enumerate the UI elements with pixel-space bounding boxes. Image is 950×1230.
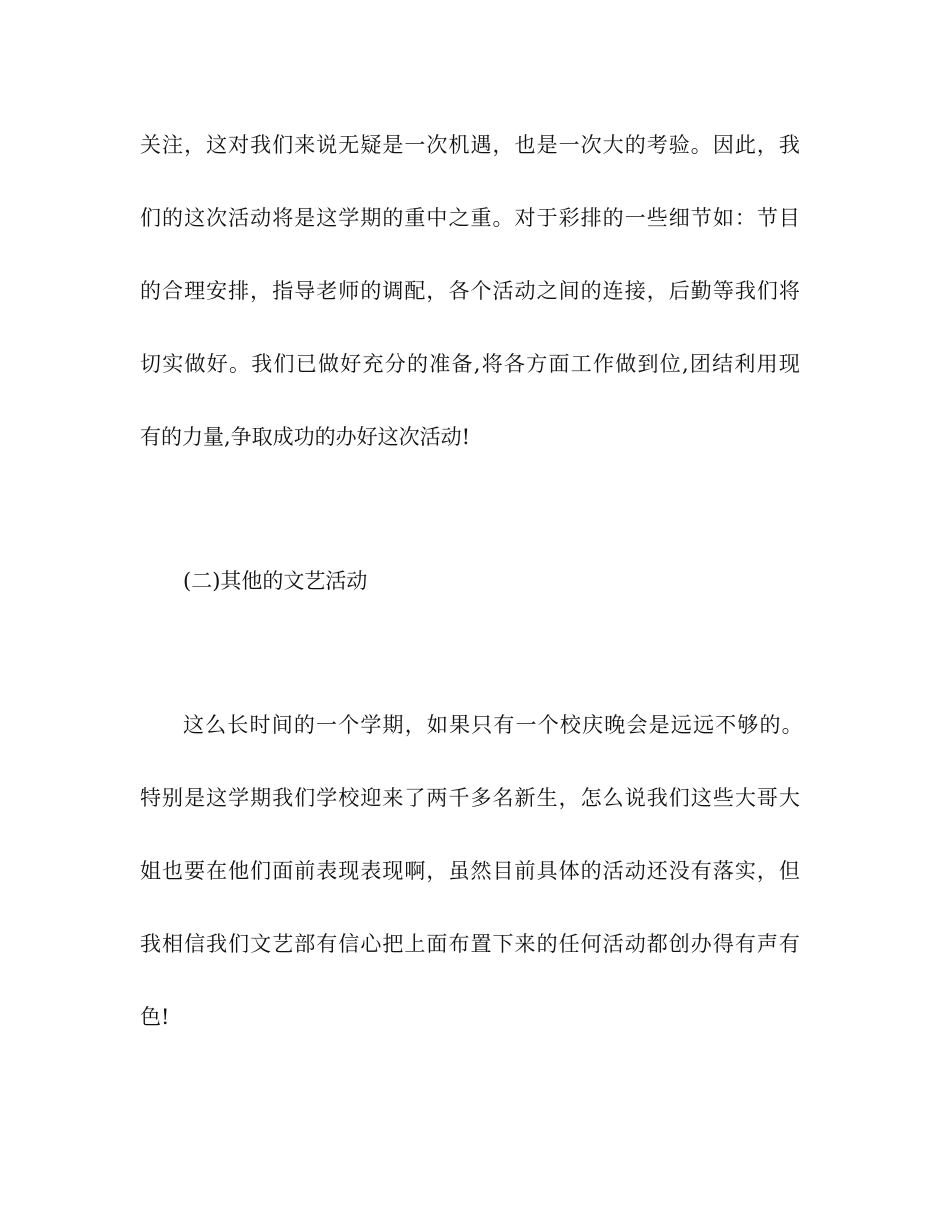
- glyph: 面: [272, 859, 294, 883]
- glyph: 我: [646, 786, 668, 810]
- glyph: 只: [471, 713, 493, 737]
- glyph: ，: [404, 713, 426, 737]
- glyph: 接: [624, 279, 646, 303]
- glyph: 庆: [582, 713, 604, 737]
- glyph: 都: [646, 932, 668, 956]
- paragraph-1-line-1: [140, 133, 800, 157]
- glyph: 的: [580, 859, 602, 883]
- glyph: 晚: [604, 713, 626, 737]
- glyph: 实: [162, 352, 184, 376]
- glyph: 前: [294, 859, 316, 883]
- glyph: 考: [646, 133, 668, 157]
- glyph: 对: [228, 133, 250, 157]
- glyph: 各: [448, 279, 470, 303]
- glyph: 做: [184, 352, 206, 376]
- glyph: 疑: [360, 133, 382, 157]
- glyph: 现: [382, 859, 404, 883]
- glyph: 个: [338, 713, 360, 737]
- glyph: 一: [404, 133, 426, 157]
- glyph: 已: [295, 352, 317, 376]
- glyph: 表: [316, 859, 338, 883]
- glyph: 学: [338, 206, 360, 230]
- glyph: 好: [206, 352, 228, 376]
- glyph: 团: [689, 352, 711, 376]
- glyph: 学: [360, 713, 382, 737]
- glyph: 各: [503, 352, 525, 376]
- glyph: 我: [272, 786, 294, 810]
- glyph: 哥: [756, 786, 778, 810]
- glyph: 准: [429, 352, 451, 376]
- glyph: 的: [407, 352, 428, 376]
- paragraph-1-line-2: [140, 206, 800, 230]
- glyph: 我: [734, 279, 756, 303]
- glyph: 好: [340, 352, 362, 376]
- glyph: 体: [558, 859, 580, 883]
- glyph: ，: [492, 133, 514, 157]
- glyph: ，: [756, 133, 778, 157]
- glyph: 指: [272, 279, 294, 303]
- glyph: 于: [536, 206, 558, 230]
- glyph: 间: [271, 713, 293, 737]
- glyph: 一: [316, 713, 338, 737]
- glyph: 目: [492, 859, 514, 883]
- glyph: 我: [778, 133, 800, 157]
- glyph: 声: [756, 932, 778, 956]
- glyph: 一: [624, 206, 646, 230]
- glyph: 新: [514, 786, 536, 810]
- glyph: 的: [602, 206, 624, 230]
- paragraph-2-line-3: [140, 859, 800, 883]
- glyph: 来: [514, 932, 536, 956]
- paragraph-2-line-5: 色!: [140, 1005, 170, 1029]
- glyph: 排: [228, 279, 250, 303]
- glyph: 么: [602, 786, 624, 810]
- glyph: 怎: [580, 786, 602, 810]
- paragraph-1-line-4: [140, 352, 800, 376]
- glyph: 动: [624, 859, 646, 883]
- glyph: 。: [492, 206, 514, 230]
- glyph: 够: [737, 713, 759, 737]
- glyph: 重: [470, 206, 492, 230]
- paragraph-1-line-3: [140, 279, 800, 303]
- glyph: 重: [404, 206, 426, 230]
- glyph: 些: [646, 206, 668, 230]
- glyph: 切: [140, 352, 161, 376]
- glyph: 的: [536, 932, 558, 956]
- glyph: 说: [624, 786, 646, 810]
- paragraph-1-line-5: 有的力量,争取成功的办好这次活动!: [140, 425, 471, 449]
- glyph: 老: [316, 279, 338, 303]
- glyph: ，: [426, 859, 448, 883]
- glyph: 的: [624, 133, 646, 157]
- glyph: 来: [294, 133, 316, 157]
- glyph: 遇: [470, 133, 492, 157]
- glyph: 注: [162, 133, 184, 157]
- glyph: 有: [778, 932, 800, 956]
- glyph: 部: [294, 932, 316, 956]
- glyph: 机: [448, 133, 470, 157]
- glyph: 动: [514, 279, 536, 303]
- glyph: 有: [690, 859, 712, 883]
- glyph: 活: [602, 859, 624, 883]
- glyph: 的: [580, 279, 602, 303]
- glyph: 面: [548, 352, 570, 376]
- glyph: 会: [626, 713, 648, 737]
- glyph: 么: [205, 713, 227, 737]
- glyph: 实: [734, 859, 756, 883]
- glyph: 目: [778, 206, 800, 230]
- glyph: 学: [228, 786, 250, 810]
- glyph: 没: [668, 859, 690, 883]
- glyph: 个: [470, 279, 492, 303]
- glyph: ,: [681, 352, 689, 376]
- glyph: 两: [426, 786, 448, 810]
- glyph: 创: [668, 932, 690, 956]
- glyph: 下: [492, 932, 514, 956]
- glyph: 虽: [448, 859, 470, 883]
- glyph: 。: [690, 133, 712, 157]
- paragraph-2-line-1: [183, 713, 803, 737]
- glyph: 生: [536, 786, 558, 810]
- glyph: 落: [712, 859, 734, 883]
- glyph: 我: [251, 352, 273, 376]
- glyph: 活: [492, 279, 514, 303]
- glyph: 间: [558, 279, 580, 303]
- glyph: 动: [250, 206, 272, 230]
- glyph: 我: [206, 932, 228, 956]
- glyph: 多: [470, 786, 492, 810]
- glyph: 这: [690, 786, 712, 810]
- glyph: 啊: [404, 859, 426, 883]
- glyph: 们: [756, 279, 778, 303]
- glyph: 一: [558, 133, 580, 157]
- glyph: 这: [316, 206, 338, 230]
- glyph: 之: [448, 206, 470, 230]
- glyph: 等: [712, 279, 734, 303]
- glyph: ：: [734, 206, 756, 230]
- glyph: ，: [426, 279, 448, 303]
- glyph: 的: [382, 206, 404, 230]
- glyph: 调: [382, 279, 404, 303]
- glyph: ，: [646, 279, 668, 303]
- glyph: 也: [162, 859, 184, 883]
- glyph: 如: [426, 713, 448, 737]
- glyph: 们: [272, 133, 294, 157]
- glyph: 时: [249, 713, 271, 737]
- glyph: 作: [592, 352, 614, 376]
- glyph: ，: [558, 786, 580, 810]
- glyph: 们: [273, 352, 295, 376]
- glyph: 活: [602, 932, 624, 956]
- glyph: 理: [184, 279, 206, 303]
- glyph: 节: [756, 206, 778, 230]
- glyph: 排: [580, 206, 602, 230]
- glyph: 之: [536, 279, 558, 303]
- glyph: 后: [668, 279, 690, 303]
- glyph: 。: [229, 352, 250, 376]
- glyph: 也: [514, 133, 536, 157]
- glyph: ，: [184, 133, 206, 157]
- glyph: 面: [426, 932, 448, 956]
- glyph: 次: [426, 133, 448, 157]
- glyph: 们: [668, 786, 690, 810]
- glyph: 是: [184, 786, 206, 810]
- glyph: 此: [734, 133, 756, 157]
- glyph: 他: [228, 859, 250, 883]
- glyph: 工: [570, 352, 592, 376]
- glyph: 备: [451, 352, 473, 376]
- glyph: 们: [250, 859, 272, 883]
- glyph: 如: [712, 206, 734, 230]
- glyph: 了: [404, 786, 426, 810]
- glyph: 做: [318, 352, 339, 376]
- glyph: 前: [514, 859, 536, 883]
- glyph: 我: [140, 932, 161, 956]
- glyph: 但: [778, 859, 800, 883]
- glyph: 有: [734, 932, 756, 956]
- glyph: 安: [206, 279, 228, 303]
- glyph: 无: [338, 133, 360, 157]
- paragraph-2-line-4: [140, 932, 800, 956]
- glyph: 远: [692, 713, 714, 737]
- glyph: 表: [360, 859, 382, 883]
- glyph: 个: [537, 713, 559, 737]
- glyph: 得: [712, 932, 734, 956]
- glyph: 们: [228, 932, 250, 956]
- glyph: 们: [140, 206, 161, 230]
- glyph: 结: [712, 352, 734, 376]
- glyph: 彩: [558, 206, 580, 230]
- glyph: 充: [362, 352, 384, 376]
- glyph: 我: [250, 133, 272, 157]
- glyph: 合: [162, 279, 184, 303]
- glyph: 将: [272, 206, 294, 230]
- glyph: 做: [615, 352, 637, 376]
- glyph: 动: [624, 932, 646, 956]
- section-heading: (二)其他的文艺活动: [183, 569, 368, 593]
- glyph: 一: [515, 713, 537, 737]
- glyph: 这: [183, 713, 204, 737]
- glyph: 因: [712, 133, 734, 157]
- glyph: 的: [162, 206, 184, 230]
- glyph: 将: [778, 279, 800, 303]
- glyph: 特: [140, 786, 161, 810]
- glyph: 大: [734, 786, 756, 810]
- glyph: 迎: [360, 786, 382, 810]
- glyph: 校: [338, 786, 360, 810]
- glyph: 利: [734, 352, 756, 376]
- paragraph-2-line-2: [140, 786, 800, 810]
- glyph: 要: [184, 859, 206, 883]
- glyph: 办: [690, 932, 712, 956]
- glyph: 把: [382, 932, 404, 956]
- glyph: 有: [316, 932, 338, 956]
- glyph: 任: [558, 932, 580, 956]
- glyph: 中: [426, 206, 448, 230]
- glyph: 的: [360, 279, 382, 303]
- glyph: 来: [382, 786, 404, 810]
- glyph: 心: [360, 932, 382, 956]
- glyph: 布: [448, 932, 470, 956]
- glyph: 关: [140, 133, 161, 157]
- glyph: 对: [514, 206, 536, 230]
- glyph: 有: [493, 713, 515, 737]
- glyph: 的: [140, 279, 161, 303]
- glyph: 果: [449, 713, 471, 737]
- glyph: 的: [293, 713, 315, 737]
- glyph: 文: [250, 932, 272, 956]
- glyph: 用: [756, 352, 778, 376]
- glyph: 艺: [272, 932, 294, 956]
- glyph: 学: [316, 786, 338, 810]
- glyph: 大: [778, 786, 800, 810]
- glyph: 活: [228, 206, 250, 230]
- glyph: ,: [473, 352, 481, 376]
- glyph: 长: [227, 713, 249, 737]
- glyph: 姐: [140, 859, 161, 883]
- glyph: 连: [602, 279, 624, 303]
- glyph: 。: [781, 713, 803, 737]
- glyph: 这: [184, 206, 206, 230]
- glyph: 们: [294, 786, 316, 810]
- glyph: 些: [712, 786, 734, 810]
- glyph: 分: [384, 352, 406, 376]
- glyph: 这: [206, 786, 228, 810]
- glyph: 还: [646, 859, 668, 883]
- glyph: 上: [404, 932, 426, 956]
- glyph: 现: [778, 352, 800, 376]
- glyph: 期: [360, 206, 382, 230]
- glyph: 具: [536, 859, 558, 883]
- glyph: 是: [536, 133, 558, 157]
- glyph: 名: [492, 786, 514, 810]
- glyph: 远: [670, 713, 692, 737]
- glyph: 大: [602, 133, 624, 157]
- glyph: 是: [382, 133, 404, 157]
- glyph: 别: [162, 786, 184, 810]
- glyph: 相: [162, 932, 184, 956]
- glyph: 信: [184, 932, 206, 956]
- glyph: 现: [338, 859, 360, 883]
- glyph: 何: [580, 932, 602, 956]
- glyph: 不: [715, 713, 737, 737]
- glyph: 然: [470, 859, 492, 883]
- glyph: 师: [338, 279, 360, 303]
- glyph: 是: [294, 206, 316, 230]
- glyph: 校: [559, 713, 581, 737]
- glyph: 千: [448, 786, 470, 810]
- glyph: 的: [759, 713, 781, 737]
- glyph: 是: [648, 713, 670, 737]
- glyph: 置: [470, 932, 492, 956]
- glyph: 导: [294, 279, 316, 303]
- glyph: 到: [637, 352, 659, 376]
- glyph: 验: [668, 133, 690, 157]
- glyph: 次: [580, 133, 602, 157]
- glyph: 说: [316, 133, 338, 157]
- glyph: 这: [206, 133, 228, 157]
- glyph: 期: [250, 786, 272, 810]
- glyph: 配: [404, 279, 426, 303]
- glyph: 细: [668, 206, 690, 230]
- glyph: 将: [481, 352, 503, 376]
- glyph: 信: [338, 932, 360, 956]
- glyph: ，: [250, 279, 272, 303]
- glyph: 节: [690, 206, 712, 230]
- glyph: 在: [206, 859, 228, 883]
- glyph: ，: [756, 859, 778, 883]
- glyph: 次: [206, 206, 228, 230]
- glyph: 勤: [690, 279, 712, 303]
- glyph: 方: [526, 352, 548, 376]
- glyph: 位: [659, 352, 681, 376]
- glyph: 期: [382, 713, 404, 737]
